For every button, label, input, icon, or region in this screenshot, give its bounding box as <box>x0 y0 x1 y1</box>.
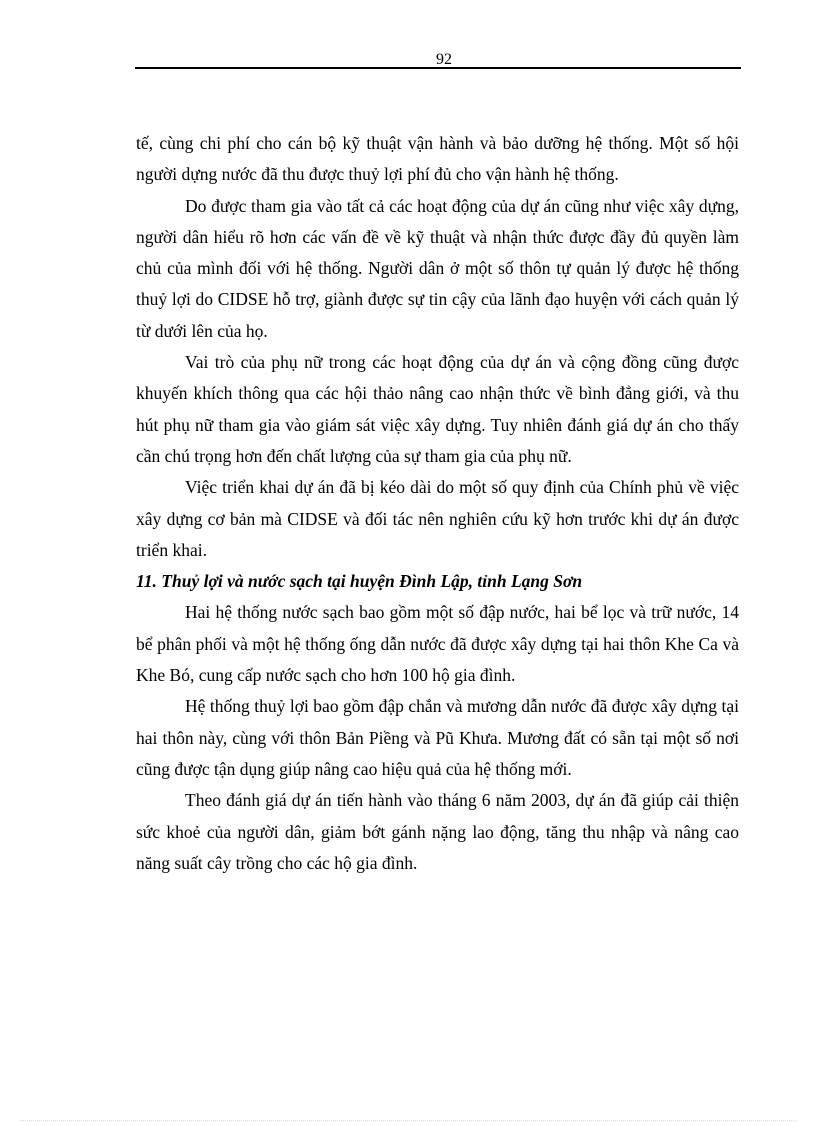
body-paragraph: Vai trò của phụ nữ trong các hoạt động của dự án và cộng đồng cũng được khuyến khích thông qua các hội thảo nâng cao nhận thức về bình đẳng giới, và thu hút phụ nữ tham gia vào giám sát việc xây dựng. Tuy nhiên đánh giá dự án cho thấy cần chú trọng hơn đến chất lượng của sự tham gia của phụ nữ. <box>136 352 739 466</box>
body-paragraph: Việc triển khai dự án đã bị kéo dài do một số quy định của Chính phủ về việc xây dựng cơ bản mà CIDSE và đối tác nên nghiên cứu kỹ hơn trước khi dự án được triển khai. <box>136 477 739 560</box>
section-heading: 11. Thuỷ lợi và nước sạch tại huyện Đình Lập, tỉnh Lạng Sơn <box>136 571 583 592</box>
body-paragraph: Hệ thống thuỷ lợi bao gồm đập chắn và mương dẫn nước đã được xây dựng tại hai thôn này, cùng với thôn Bản Piềng và Pũ Khưa. Mương đất có sẵn tại một số nơi cũng được tận dụng giúp nâng cao hiệu quả của hệ thống mới. <box>136 696 739 779</box>
page-bottom-border <box>20 1120 796 1121</box>
body-paragraph: Hai hệ thống nước sạch bao gồm một số đập nước, hai bể lọc và trữ nước, 14 bể phân phối và một hệ thống ống dẫn nước đã được xây dựng tại hai thôn Khe Ca và Khe Bó, cung cấp nước sạch cho hơn 100 hộ gia đình. <box>136 602 739 686</box>
document-body <box>136 128 739 879</box>
body-paragraph: Do được tham gia vào tất cả các hoạt động của dự án cũng như việc xây dựng, người dân hiểu rõ hơn các vấn đề về kỹ thuật và nhận thức được đầy đủ quyền làm chủ của mình đối với hệ thống. Người dân ở một số thôn tự quản lý được hệ thống thuỷ lợi do CIDSE hỗ trợ, giành được sự tin cậy của lãnh đạo huyện với cách quản lý từ dưới lên của họ. <box>136 195 739 341</box>
body-paragraph: tế, cùng chi phí cho cán bộ kỹ thuật vận hành và bảo dưỡng hệ thống. Một số hội người dựng nước đã thu được thuỷ lợi phí đủ cho vận hành hệ thống. <box>136 133 739 185</box>
page-number: 92 <box>436 51 452 68</box>
header-divider <box>135 67 741 69</box>
body-paragraph: Theo đánh giá dự án tiến hành vào tháng 6 năm 2003, dự án đã giúp cải thiện sức khoẻ của người dân, giảm bớt gánh nặng lao động, tăng thu nhập và nâng cao năng suất cây trồng cho các hộ gia đình. <box>136 790 739 873</box>
